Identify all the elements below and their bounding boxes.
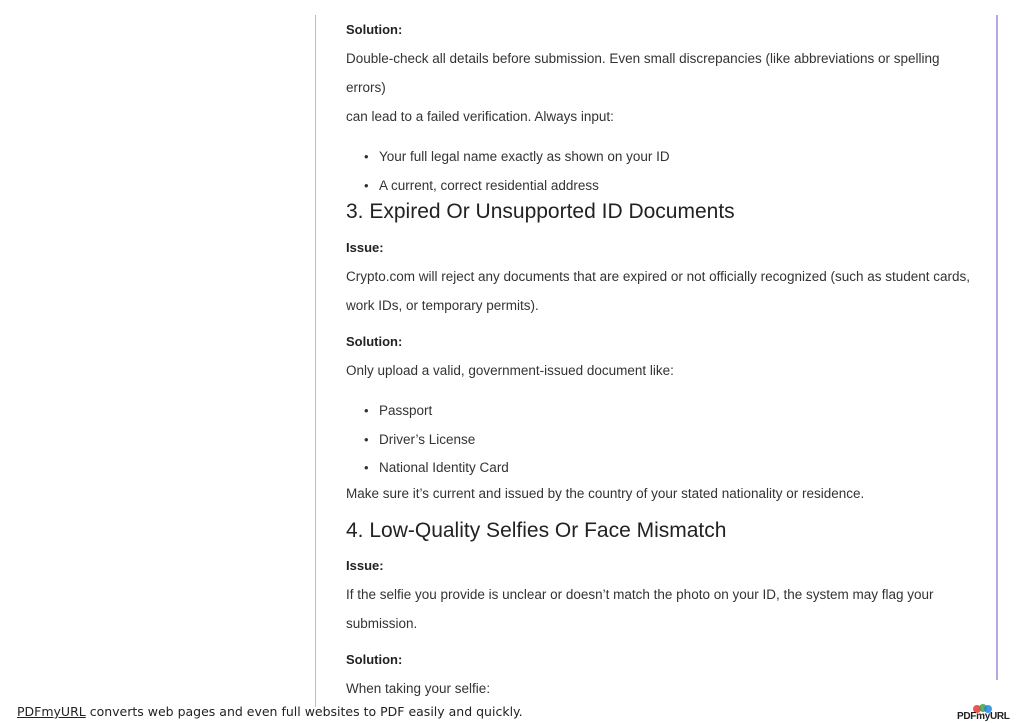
document-list [346,397,976,483]
solution-text-line: can lead to a failed verification. Always input: [346,109,614,124]
issue-text-line: work IDs, or temporary permits). [346,298,539,313]
note-text: Make sure it’s current and issued by the country of your stated nationality or residence. [346,485,865,501]
pdfmyurl-link[interactable]: PDFmyURL [17,704,86,719]
issue-label: Issue: [346,240,384,255]
logo-text: PDFmyURL [957,711,1010,722]
list-item: • A current, correct residential address [346,172,976,201]
solution-list [346,143,976,200]
solution-label: Solution: [346,651,403,667]
solution-text-line: Double-check all details before submission. Even small discrepancies (like abbreviations or spelling errors) [346,51,940,95]
footer-text: converts web pages and even full websites to PDF easily and quickly. [85,704,523,719]
list-item: • National Identity Card [346,454,976,483]
pdfmyurl-logo[interactable] [957,704,1009,722]
footer-banner [17,704,523,719]
list-item: • Driver’s License [346,426,976,455]
solution-text: When taking your selfie: [346,680,491,696]
solution-text: Only upload a valid, government-issued document like: [346,363,674,378]
solution-label: Solution: [346,22,403,37]
issue-label: Issue: [346,557,384,573]
left-column-divider [315,15,316,707]
list-item: • Passport [346,397,976,426]
article-content [346,20,976,703]
issue-text-line: submission. [346,615,418,631]
section-heading: 3. Expired Or Unsupported ID Documents [346,200,735,223]
solution-label: Solution: [346,334,403,349]
issue-text-line: If the selfie you provide is unclear or doesn’t match the photo on your ID, the system may flag your [346,586,934,602]
right-column-border [996,15,998,680]
list-item: • Your full legal name exactly as shown on your ID [346,143,976,172]
section-heading: 4. Low-Quality Selfies Or Face Mismatch [346,518,727,542]
issue-text-line: Crypto.com will reject any documents that are expired or not officially recognized (such as student cards, [346,269,971,284]
